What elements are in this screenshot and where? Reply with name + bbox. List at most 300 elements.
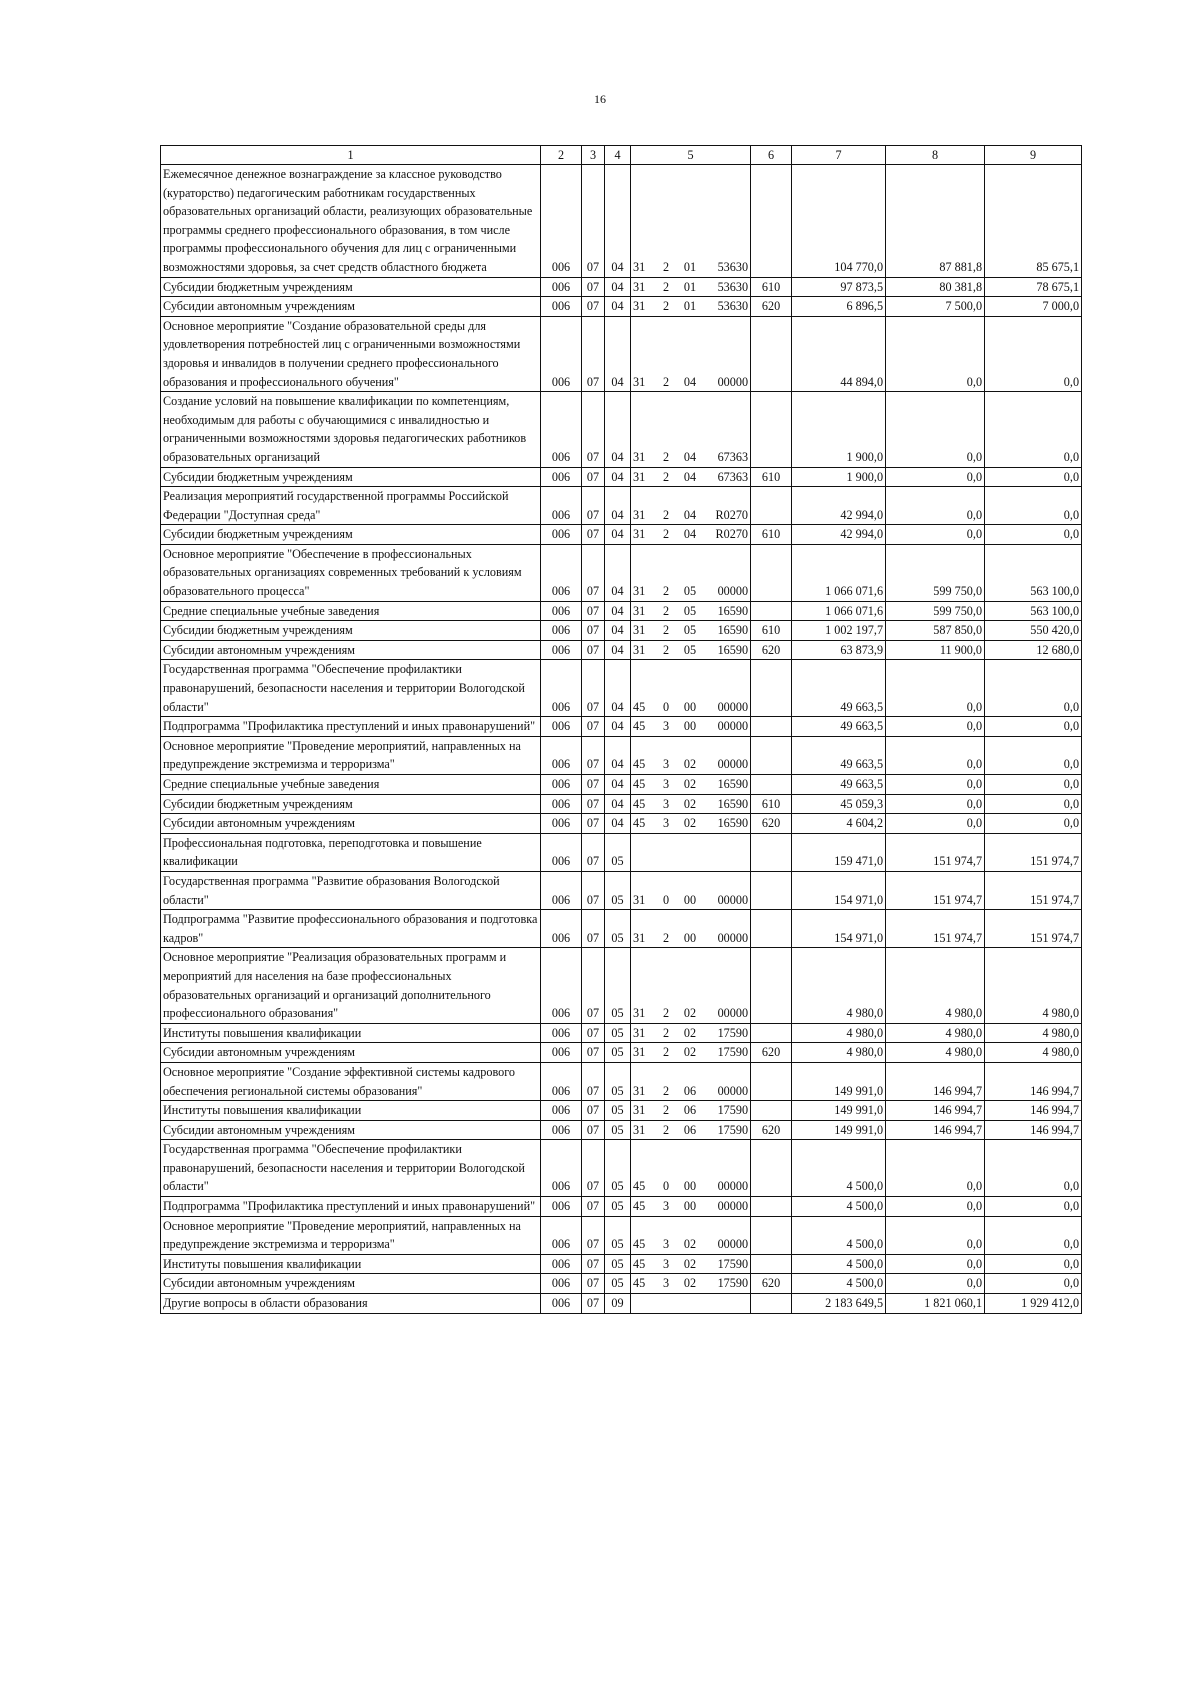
section-code: 07 [582,1254,605,1274]
table-row [161,660,1082,717]
ministry-code: 006 [541,871,582,909]
program-code: 45 [631,775,657,795]
program-code: 45 [631,736,657,774]
section-code: 07 [582,165,605,278]
ministry-code: 006 [541,1274,582,1294]
subsection-code: 05 [605,1043,631,1063]
amount-year-3: 146 994,7 [985,1062,1082,1100]
row-name: Основное мероприятие "Создание образовательной среды для удовлетворения потребностей лиц с ограниченными возможностями здоровья и инвалидов в получении среднего профессионального образования и профессионального обучения" [161,316,541,391]
section-code: 07 [582,794,605,814]
ministry-code: 006 [541,601,582,621]
header-cell-3: 3 [582,146,605,165]
header-cell-2: 2 [541,146,582,165]
section-code: 07 [582,601,605,621]
amount-year-2: 0,0 [886,392,985,467]
subprogram-code: 2 [657,392,676,467]
direction-code: 17590 [705,1274,751,1294]
amount-year-3: 4 980,0 [985,1023,1082,1043]
activity-code: 01 [676,297,705,317]
table-row [161,1197,1082,1217]
ministry-code: 006 [541,467,582,487]
amount-year-3: 0,0 [985,316,1082,391]
subsection-code: 05 [605,833,631,871]
subprogram-code: 3 [657,1274,676,1294]
activity-code: 04 [676,316,705,391]
header-cell-7: 7 [792,146,886,165]
table-row [161,1062,1082,1100]
amount-year-2: 7 500,0 [886,297,985,317]
program-code: 31 [631,1023,657,1043]
amount-year-3: 78 675,1 [985,277,1082,297]
amount-year-2: 0,0 [886,1216,985,1254]
amount-year-3: 0,0 [985,717,1082,737]
subsection-code: 05 [605,1140,631,1197]
expense-type-code [751,948,792,1023]
expense-type-code [751,1254,792,1274]
activity-code: 02 [676,948,705,1023]
amount-year-2: 0,0 [886,814,985,834]
row-name: Субсидии автономным учреждениям [161,1120,541,1140]
subprogram-code: 2 [657,544,676,601]
amount-year-3: 0,0 [985,1254,1082,1274]
direction-code: 17590 [705,1101,751,1121]
program-code: 45 [631,1254,657,1274]
section-code: 07 [582,621,605,641]
row-name: Субсидии автономным учреждениям [161,1043,541,1063]
subsection-code: 05 [605,1274,631,1294]
amount-year-1: 42 994,0 [792,487,886,525]
program-code: 31 [631,621,657,641]
direction-code: 67363 [705,392,751,467]
header-cell-8: 8 [886,146,985,165]
row-name: Подпрограмма "Профилактика преступлений и иных правонарушений" [161,717,541,737]
section-code: 07 [582,1101,605,1121]
subprogram-code: 3 [657,717,676,737]
table-row [161,910,1082,948]
amount-year-1: 49 663,5 [792,736,886,774]
section-code: 07 [582,948,605,1023]
expense-type-code: 610 [751,525,792,545]
subsection-code: 05 [605,1254,631,1274]
activity-code: 04 [676,392,705,467]
expense-type-code [751,1101,792,1121]
subprogram-code: 2 [657,316,676,391]
expense-type-code [751,392,792,467]
subsection-code: 04 [605,277,631,297]
ministry-code: 006 [541,1197,582,1217]
amount-year-1: 104 770,0 [792,165,886,278]
section-code: 07 [582,1197,605,1217]
row-name: Субсидии бюджетным учреждениям [161,794,541,814]
direction-code [705,833,751,871]
ministry-code: 006 [541,165,582,278]
subprogram-code: 2 [657,1101,676,1121]
subprogram-code: 0 [657,871,676,909]
amount-year-3: 146 994,7 [985,1120,1082,1140]
direction-code: 16590 [705,621,751,641]
amount-year-3: 0,0 [985,775,1082,795]
expense-type-code: 610 [751,794,792,814]
program-code: 45 [631,1274,657,1294]
subsection-code: 04 [605,601,631,621]
subsection-code: 05 [605,1120,631,1140]
expense-type-code [751,544,792,601]
amount-year-1: 149 991,0 [792,1120,886,1140]
amount-year-1: 159 471,0 [792,833,886,871]
program-code: 31 [631,910,657,948]
direction-code: 00000 [705,871,751,909]
activity-code: 05 [676,601,705,621]
amount-year-2: 4 980,0 [886,948,985,1023]
activity-code: 05 [676,640,705,660]
subprogram-code: 3 [657,1197,676,1217]
amount-year-3: 151 974,7 [985,833,1082,871]
amount-year-3: 4 980,0 [985,1043,1082,1063]
activity-code: 06 [676,1101,705,1121]
ministry-code: 006 [541,948,582,1023]
header-cell-9: 9 [985,146,1082,165]
direction-code: 00000 [705,736,751,774]
row-name: Субсидии автономным учреждениям [161,814,541,834]
ministry-code: 006 [541,525,582,545]
ministry-code: 006 [541,487,582,525]
amount-year-2: 0,0 [886,525,985,545]
amount-year-3: 7 000,0 [985,297,1082,317]
subprogram-code: 2 [657,601,676,621]
amount-year-1: 6 896,5 [792,297,886,317]
table-row [161,297,1082,317]
subsection-code: 04 [605,640,631,660]
direction-code: 00000 [705,544,751,601]
section-code: 07 [582,660,605,717]
header-cell-6: 6 [751,146,792,165]
table-row [161,775,1082,795]
section-code: 07 [582,910,605,948]
expense-type-code: 620 [751,1043,792,1063]
table-row [161,525,1082,545]
row-name: Ежемесячное денежное вознаграждение за классное руководство (кураторство) педагогическим работникам государственных образовательных организаций области, реализующих образовательные программы среднего профессионального образования, в том числе программы профессионального обучения для лиц с ограниченными возможностями здоровья, за счет средств областного бюджета [161,165,541,278]
ministry-code: 006 [541,717,582,737]
amount-year-2: 0,0 [886,1254,985,1274]
subsection-code: 04 [605,736,631,774]
section-code: 07 [582,640,605,660]
section-code: 07 [582,297,605,317]
program-code: 45 [631,1140,657,1197]
direction-code: 00000 [705,717,751,737]
subprogram-code: 2 [657,910,676,948]
ministry-code: 006 [541,1101,582,1121]
row-name: Профессиональная подготовка, переподготовка и повышение квалификации [161,833,541,871]
subsection-code: 05 [605,1062,631,1100]
amount-year-2: 151 974,7 [886,833,985,871]
activity-code: 02 [676,736,705,774]
direction-code: 16590 [705,814,751,834]
section-code: 07 [582,1294,605,1314]
amount-year-2: 151 974,7 [886,910,985,948]
amount-year-1: 4 980,0 [792,948,886,1023]
amount-year-1: 1 002 197,7 [792,621,886,641]
amount-year-3: 0,0 [985,814,1082,834]
amount-year-1: 154 971,0 [792,871,886,909]
expense-type-code: 620 [751,1120,792,1140]
expense-type-code [751,833,792,871]
subsection-code: 04 [605,392,631,467]
row-name: Субсидии автономным учреждениям [161,297,541,317]
page-number: 16 [594,92,606,106]
direction-code: 00000 [705,948,751,1023]
subprogram-code: 2 [657,297,676,317]
amount-year-3: 563 100,0 [985,601,1082,621]
amount-year-2: 0,0 [886,794,985,814]
program-code: 45 [631,660,657,717]
row-name: Основное мероприятие "Реализация образовательных программ и мероприятий для населения на базе профессиональных образовательных организаций и организаций дополнительного профессионального образования" [161,948,541,1023]
amount-year-1: 2 183 649,5 [792,1294,886,1314]
section-code: 07 [582,1120,605,1140]
table-row [161,467,1082,487]
ministry-code: 006 [541,1216,582,1254]
activity-code: 02 [676,1254,705,1274]
amount-year-3: 146 994,7 [985,1101,1082,1121]
row-name: Основное мероприятие "Создание эффективной системы кадрового обеспечения региональной системы образования" [161,1062,541,1100]
subsection-code: 05 [605,910,631,948]
program-code [631,833,657,871]
amount-year-1: 154 971,0 [792,910,886,948]
amount-year-3: 0,0 [985,487,1082,525]
subsection-code: 05 [605,1023,631,1043]
amount-year-1: 149 991,0 [792,1062,886,1100]
amount-year-2: 0,0 [886,1197,985,1217]
amount-year-2: 599 750,0 [886,544,985,601]
amount-year-2: 4 980,0 [886,1023,985,1043]
amount-year-3: 0,0 [985,794,1082,814]
expense-type-code: 610 [751,621,792,641]
activity-code: 06 [676,1062,705,1100]
amount-year-2: 587 850,0 [886,621,985,641]
header-cell-5: 5 [631,146,751,165]
direction-code: 00000 [705,1197,751,1217]
subprogram-code: 2 [657,487,676,525]
direction-code: 67363 [705,467,751,487]
section-code: 07 [582,736,605,774]
amount-year-2: 0,0 [886,1140,985,1197]
expense-type-code [751,736,792,774]
ministry-code: 006 [541,1043,582,1063]
subprogram-code: 2 [657,1043,676,1063]
activity-code: 02 [676,1274,705,1294]
activity-code: 04 [676,467,705,487]
row-name: Институты повышения квалификации [161,1023,541,1043]
table-body [161,146,1082,1314]
subsection-code: 04 [605,621,631,641]
expense-type-code [751,165,792,278]
section-code: 07 [582,487,605,525]
amount-year-1: 4 500,0 [792,1140,886,1197]
activity-code: 04 [676,525,705,545]
program-code: 45 [631,1216,657,1254]
subprogram-code: 2 [657,277,676,297]
amount-year-3: 0,0 [985,736,1082,774]
subprogram-code: 3 [657,814,676,834]
header-row [161,146,1082,165]
direction-code: 16590 [705,640,751,660]
subsection-code: 04 [605,525,631,545]
ministry-code: 006 [541,1023,582,1043]
expense-type-code: 620 [751,814,792,834]
activity-code: 00 [676,871,705,909]
subsection-code: 04 [605,544,631,601]
amount-year-3: 1 929 412,0 [985,1294,1082,1314]
amount-year-1: 44 894,0 [792,316,886,391]
ministry-code: 006 [541,1294,582,1314]
expense-type-code [751,316,792,391]
row-name: Средние специальные учебные заведения [161,601,541,621]
amount-year-1: 1 066 071,6 [792,601,886,621]
expense-type-code: 610 [751,277,792,297]
row-name: Создание условий на повышение квалификации по компетенциям, необходимым для работы с обучающимися с инвалидностью и ограниченными возможностями здоровья педагогических работников образовательных организаций [161,392,541,467]
program-code: 31 [631,1062,657,1100]
subsection-code: 04 [605,467,631,487]
expense-type-code [751,1140,792,1197]
ministry-code: 006 [541,392,582,467]
row-name: Государственная программа "Обеспечение профилактики правонарушений, безопасности населения и территории Вологодской области" [161,1140,541,1197]
section-code: 07 [582,1140,605,1197]
amount-year-3: 151 974,7 [985,910,1082,948]
program-code: 31 [631,601,657,621]
program-code: 45 [631,717,657,737]
row-name: Основное мероприятие "Проведение мероприятий, направленных на предупреждение экстремизма и терроризма" [161,736,541,774]
section-code: 07 [582,467,605,487]
row-name: Государственная программа "Развитие образования Вологодской области" [161,871,541,909]
section-code: 07 [582,1274,605,1294]
ministry-code: 006 [541,1120,582,1140]
ministry-code: 006 [541,910,582,948]
program-code: 45 [631,794,657,814]
activity-code: 02 [676,814,705,834]
table-row [161,814,1082,834]
expense-type-code [751,601,792,621]
program-code: 31 [631,544,657,601]
direction-code: 16590 [705,601,751,621]
table-row [161,948,1082,1023]
ministry-code: 006 [541,660,582,717]
amount-year-1: 1 066 071,6 [792,544,886,601]
amount-year-3: 85 675,1 [985,165,1082,278]
row-name: Субсидии бюджетным учреждениям [161,525,541,545]
amount-year-3: 0,0 [985,392,1082,467]
amount-year-2: 0,0 [886,775,985,795]
subprogram-code: 2 [657,1120,676,1140]
amount-year-1: 42 994,0 [792,525,886,545]
amount-year-2: 4 980,0 [886,1043,985,1063]
amount-year-2: 0,0 [886,467,985,487]
activity-code [676,833,705,871]
amount-year-3: 0,0 [985,1140,1082,1197]
table-row [161,1043,1082,1063]
amount-year-1: 49 663,5 [792,660,886,717]
subsection-code: 04 [605,717,631,737]
subprogram-code [657,833,676,871]
program-code: 31 [631,871,657,909]
subprogram-code: 2 [657,640,676,660]
ministry-code: 006 [541,316,582,391]
amount-year-2: 80 381,8 [886,277,985,297]
direction-code: 53630 [705,297,751,317]
direction-code: 00000 [705,910,751,948]
direction-code: 17590 [705,1254,751,1274]
expense-type-code [751,871,792,909]
table-row [161,794,1082,814]
amount-year-1: 49 663,5 [792,717,886,737]
amount-year-1: 4 604,2 [792,814,886,834]
amount-year-3: 4 980,0 [985,948,1082,1023]
expense-type-code [751,1062,792,1100]
row-name: Основное мероприятие "Обеспечение в профессиональных образовательных организациях современных требований к условиям образовательного процесса" [161,544,541,601]
amount-year-3: 550 420,0 [985,621,1082,641]
direction-code [705,1294,751,1314]
section-code: 07 [582,833,605,871]
amount-year-2: 0,0 [886,1274,985,1294]
direction-code: 00000 [705,660,751,717]
direction-code: 00000 [705,316,751,391]
subprogram-code: 3 [657,1216,676,1254]
subprogram-code: 2 [657,165,676,278]
subsection-code: 05 [605,1216,631,1254]
section-code: 07 [582,392,605,467]
amount-year-1: 4 980,0 [792,1043,886,1063]
activity-code: 04 [676,487,705,525]
header-cell-4: 4 [605,146,631,165]
expense-type-code [751,487,792,525]
activity-code: 02 [676,1043,705,1063]
amount-year-1: 63 873,9 [792,640,886,660]
section-code: 07 [582,316,605,391]
table-row [161,544,1082,601]
amount-year-2: 0,0 [886,736,985,774]
subsection-code: 05 [605,1197,631,1217]
direction-code: 00000 [705,1062,751,1100]
subprogram-code [657,1294,676,1314]
section-code: 07 [582,1043,605,1063]
section-code: 07 [582,1216,605,1254]
row-name: Государственная программа "Обеспечение профилактики правонарушений, безопасности населения и территории Вологодской области" [161,660,541,717]
amount-year-3: 563 100,0 [985,544,1082,601]
amount-year-2: 11 900,0 [886,640,985,660]
subprogram-code: 3 [657,1254,676,1274]
table-row [161,1120,1082,1140]
subprogram-code: 3 [657,794,676,814]
table-row [161,1274,1082,1294]
activity-code: 00 [676,1140,705,1197]
amount-year-1: 49 663,5 [792,775,886,795]
ministry-code: 006 [541,1062,582,1100]
program-code: 31 [631,277,657,297]
program-code: 31 [631,467,657,487]
expense-type-code [751,1216,792,1254]
subprogram-code: 2 [657,525,676,545]
amount-year-1: 149 991,0 [792,1101,886,1121]
row-name: Субсидии бюджетным учреждениям [161,621,541,641]
amount-year-3: 0,0 [985,525,1082,545]
program-code: 45 [631,814,657,834]
activity-code [676,1294,705,1314]
section-code: 07 [582,1062,605,1100]
expense-type-code [751,1197,792,1217]
subsection-code: 04 [605,316,631,391]
subsection-code: 05 [605,1101,631,1121]
expense-type-code: 620 [751,1274,792,1294]
direction-code: 17590 [705,1043,751,1063]
amount-year-3: 0,0 [985,467,1082,487]
